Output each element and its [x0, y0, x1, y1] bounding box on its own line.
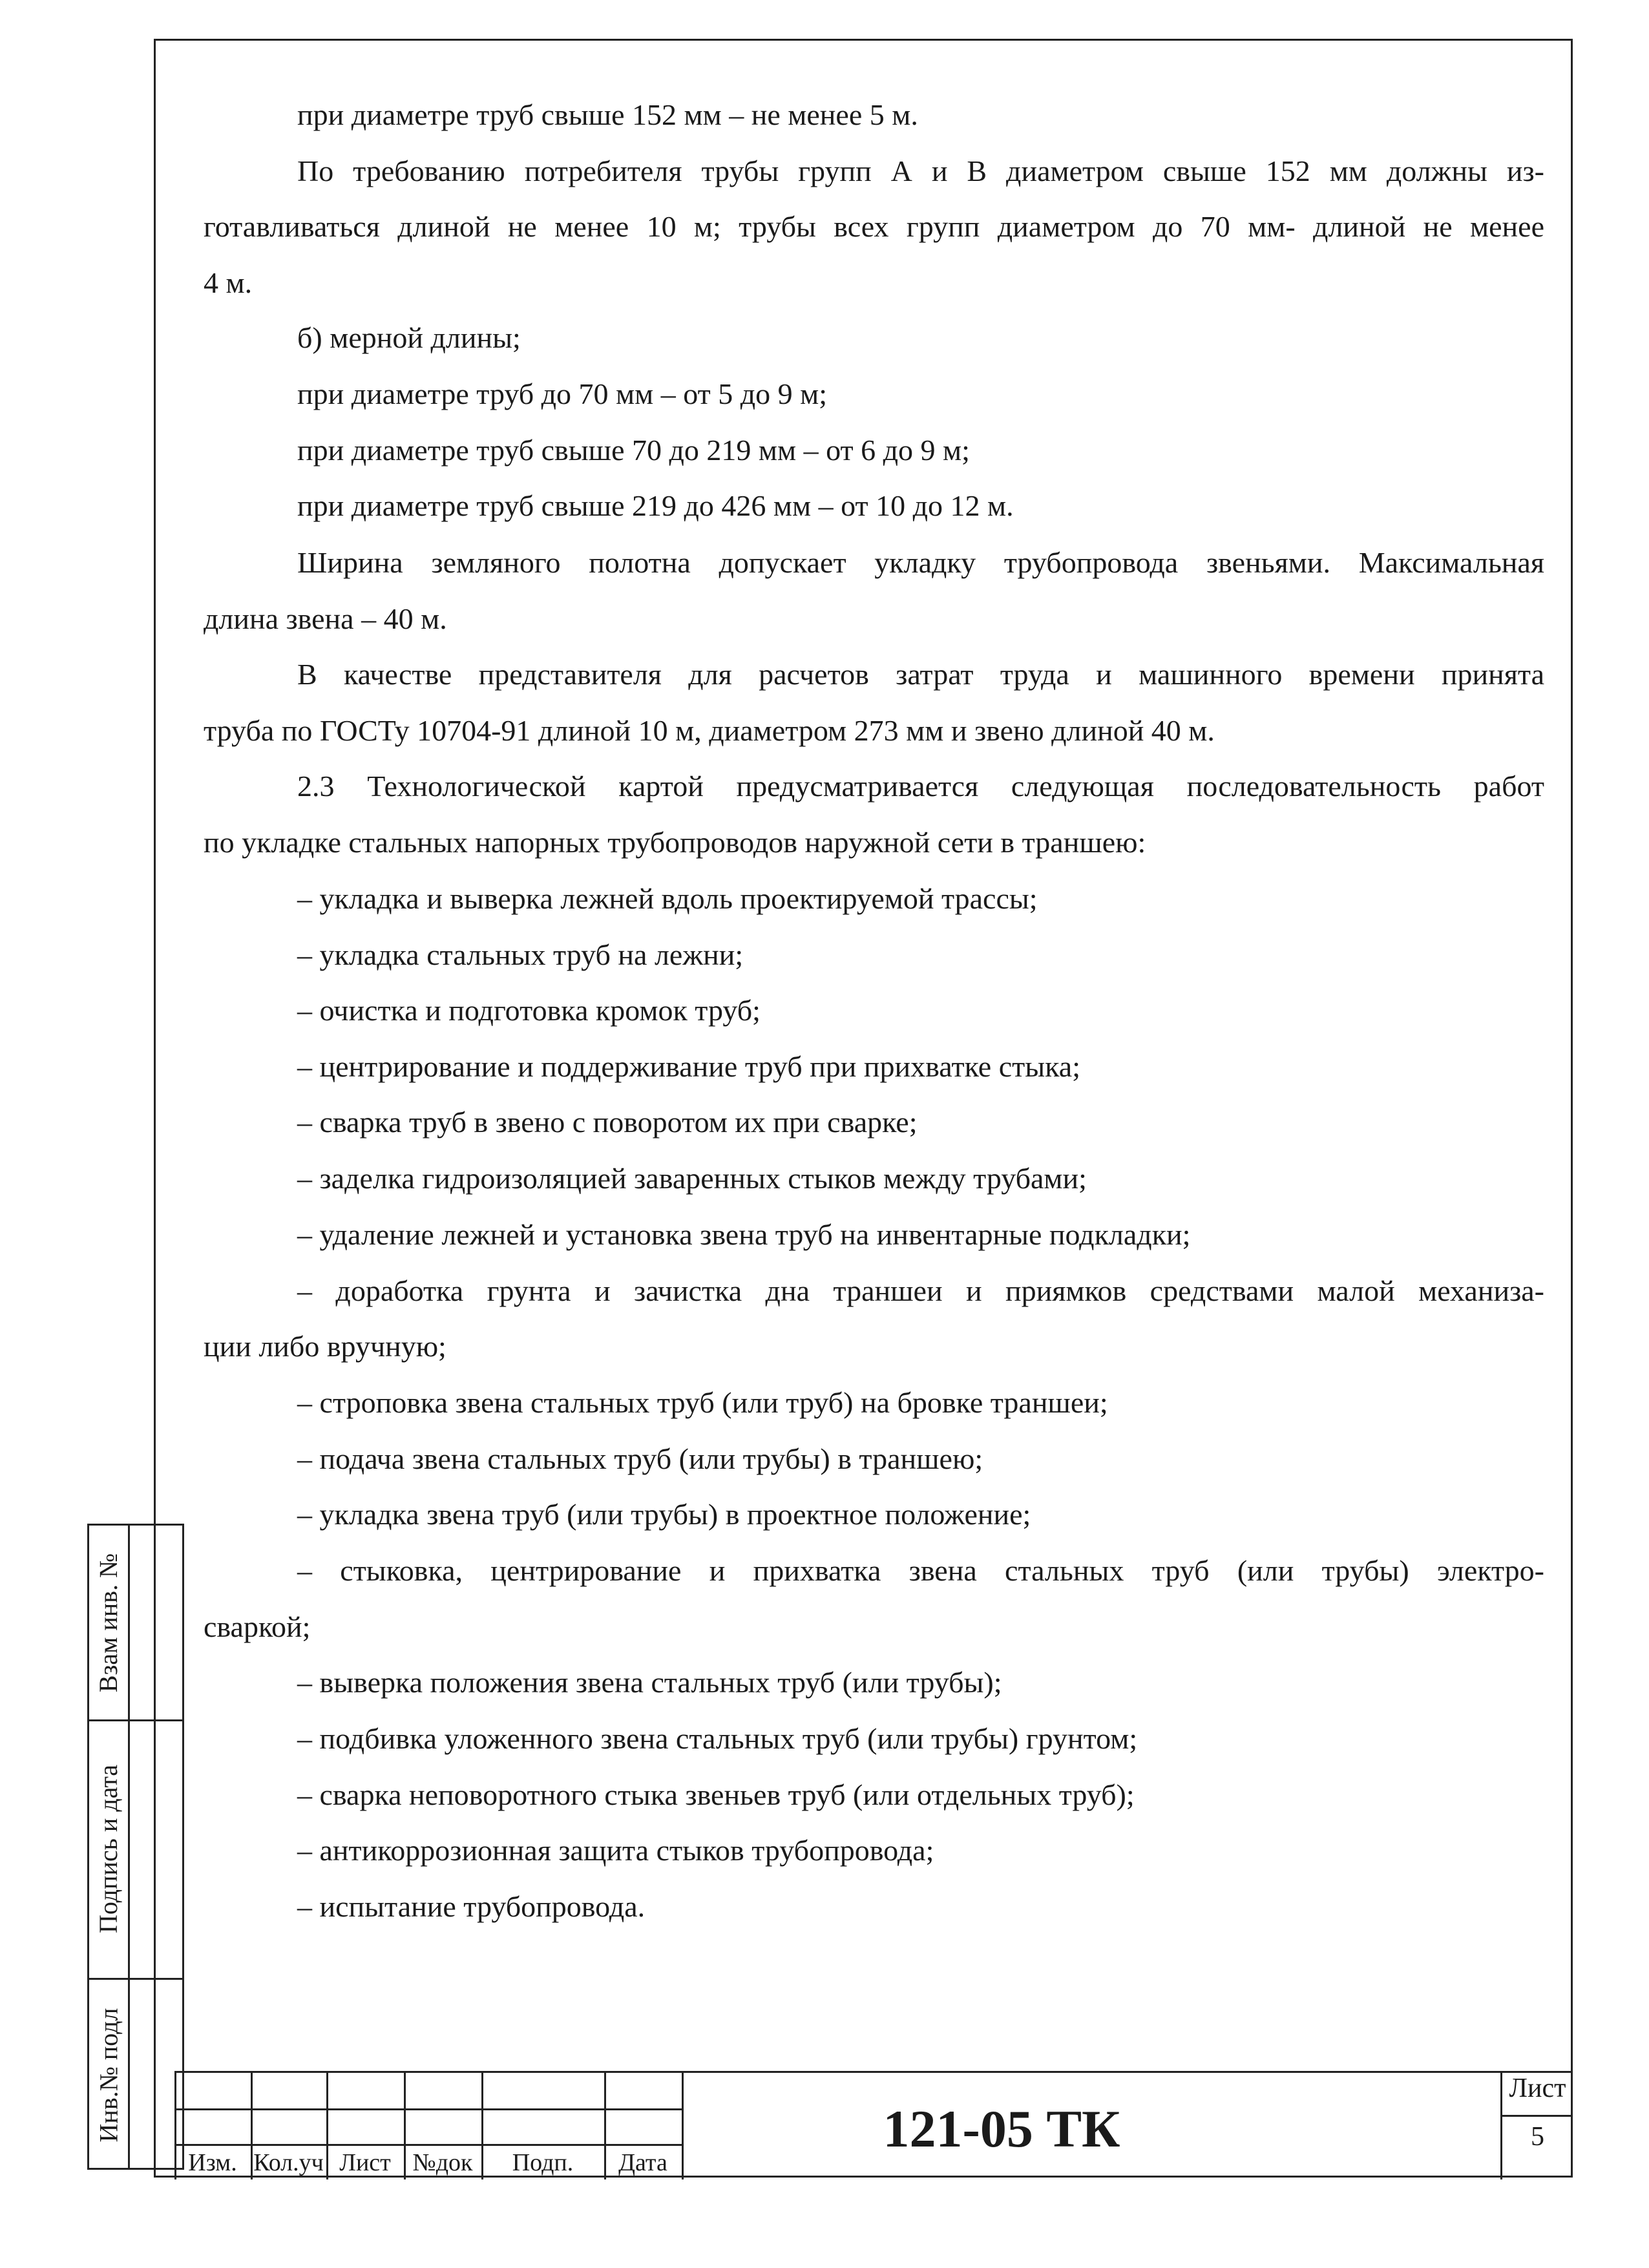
text-line: – подбивка уложенного звена стальных труб (или трубы) грунтом; — [297, 1722, 1138, 1755]
text-line: – сварка труб в звено с поворотом их при сварке; — [297, 1106, 918, 1139]
tb-header-kolvo: Кол.уч — [253, 2149, 324, 2176]
text-line: – центрирование и поддерживание труб при прихватке стыка; — [297, 1050, 1080, 1083]
text-line: по укладке стальных напорных трубопроводов наружной сети в траншею: — [204, 826, 1146, 859]
tb-header-podp: Подп. — [512, 2149, 574, 2176]
text-line: готавливаться длиной не менее 10 м; трубы всех групп диаметром до 70 мм- длиной не менее — [204, 210, 1544, 243]
text-line: длина звена – 40 м. — [204, 602, 447, 635]
text-line: – испытание трубопровода. — [297, 1890, 646, 1923]
text-line: – заделка гидроизоляцией заваренных стыков между трубами; — [297, 1162, 1087, 1195]
tb-header-list: Лист — [339, 2149, 391, 2176]
text-line: По требованию потребителя трубы групп А и В диаметром свыше 152 мм должны из- — [297, 154, 1544, 187]
tb-header-data: Дата — [618, 2149, 667, 2176]
tb-line — [174, 2108, 682, 2110]
text-line: – строповка звена стальных труб (или труб) на бровке траншеи; — [297, 1386, 1108, 1419]
stamp-inv-label: Инв.№ подл — [94, 2008, 123, 2142]
tb-line — [1500, 2115, 1573, 2117]
text-line: – подача звена стальных труб (или трубы) в траншею; — [297, 1442, 983, 1475]
stamp-divider — [128, 1526, 130, 2168]
text-line: – сварка неповоротного стыка звеньев труб (или отдельных труб); — [297, 1778, 1135, 1811]
text-line: – очистка и подготовка кромок труб; — [297, 994, 761, 1027]
text-line: – укладка и выверка лежней вдоль проектируемой трассы; — [297, 882, 1038, 915]
sheet-number: 5 — [1531, 2122, 1544, 2152]
text-line: при диаметре труб свыше 70 до 219 мм – от 6 до 9 м; — [297, 434, 970, 467]
stamp-podpis-label: Подпись и дата — [94, 1764, 123, 1933]
stamp-vzam-label: Взам инв. № — [94, 1553, 123, 1692]
margin-stamp — [87, 1524, 184, 2170]
text-line: сваркой; — [204, 1610, 311, 1643]
text-line: – удаление лежней и установка звена труб на инвентарные подкладки; — [297, 1218, 1191, 1251]
text-line: при диаметре труб свыше 219 до 426 мм – от 10 до 12 м. — [297, 489, 1014, 522]
sheet-label: Лист — [1509, 2074, 1566, 2103]
text-line: б) мерной длины; — [297, 321, 521, 354]
text-line: ции либо вручную; — [204, 1330, 446, 1363]
text-line: – выверка положения звена стальных труб (или трубы); — [297, 1666, 1002, 1699]
text-line: В качестве представителя для расчетов затрат труда и машинного времени принята — [297, 658, 1544, 691]
stamp-vzam — [89, 1526, 128, 1719]
tb-header-izm: Изм. — [188, 2149, 237, 2176]
text-line: при диаметре труб свыше 152 мм – не менее 5 м. — [297, 98, 918, 131]
text-line: при диаметре труб до 70 мм – от 5 до 9 м; — [297, 377, 828, 410]
text-line: 4 м. — [204, 266, 253, 299]
stamp-podpis — [89, 1719, 128, 1978]
text-line: 2.3 Технологической картой предусматривается следующая последовательность работ — [297, 770, 1544, 803]
text-line: – стыковка, центрирование и прихватка звена стальных труб (или трубы) электро- — [297, 1554, 1544, 1587]
stamp-inv — [89, 1978, 128, 2172]
title-block — [174, 2071, 1573, 2179]
text-line: Ширина земляного полотна допускает укладку трубопровода звеньями. Максимальная — [297, 546, 1544, 579]
text-line: – укладка стальных труб на лежни; — [297, 938, 744, 971]
tb-line — [174, 2144, 682, 2146]
document-code: 121-05 ТК — [883, 2099, 1120, 2158]
tb-header-ndok: №док — [412, 2149, 473, 2176]
text-line: – доработка грунта и зачистка дна траншеи и приямков средствами малой механиза- — [297, 1274, 1544, 1307]
text-line: труба по ГОСТу 10704-91 длиной 10 м, диаметром 273 мм и звено длиной 40 м. — [204, 714, 1215, 747]
text-line: – укладка звена труб (или трубы) в проектное положение; — [297, 1498, 1031, 1531]
text-line: – антикоррозионная защита стыков трубопровода; — [297, 1834, 934, 1867]
